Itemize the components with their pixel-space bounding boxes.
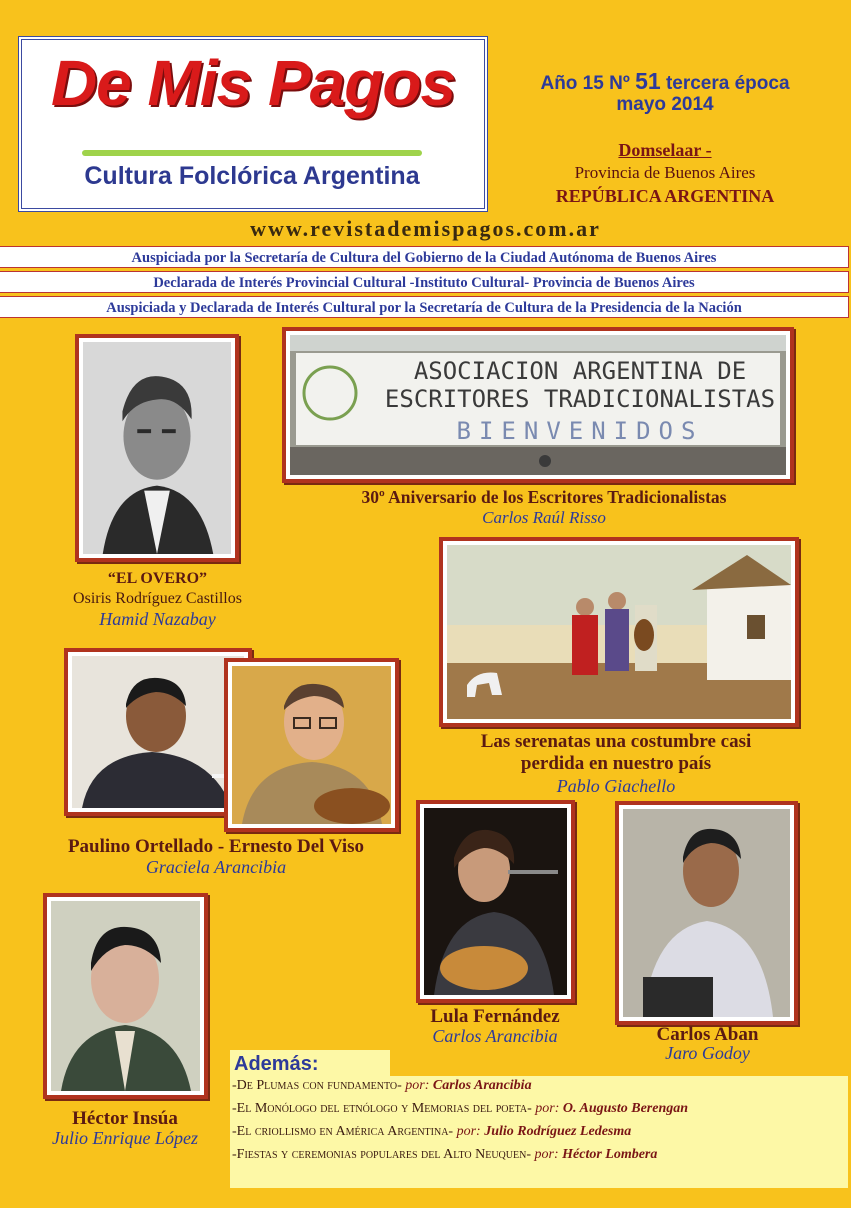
ademas-item-text: -Fiestas y ceremonias populares del Alto Neuquen- [232, 1147, 531, 1162]
ademas-item-text: -De Plumas con fundamento- [232, 1078, 402, 1093]
banner-line-1: ASOCIACION ARGENTINA DE [413, 357, 747, 385]
ademas-item-by: por: [534, 1147, 559, 1162]
serenatas-title-1: Las serenatas una costumbre casi [480, 731, 752, 752]
portrait-osiris-image [83, 342, 231, 554]
serenatas-image [447, 545, 791, 719]
ademas-item-author: Carlos Arancibia [432, 1078, 532, 1093]
portrait-paulino-image [72, 656, 244, 808]
issue-epoch: tercera época [665, 73, 790, 94]
aban-title: Carlos Aban [656, 1024, 759, 1045]
lula-title: Lula Fernández [430, 1006, 560, 1027]
sponsor-band-3: Auspiciada y Declarada de Interés Cultural por la Secretaría de Cultura de la Presidencia de la Nación [0, 296, 849, 318]
banner-line-3: BIENVENIDOS [456, 417, 704, 445]
overo-author: Hamid Nazabay [99, 609, 216, 629]
overo-title: “EL OVERO” [107, 570, 208, 587]
portrait-ernesto-image [232, 666, 391, 824]
paulino-author: Graciela Arancibia [145, 857, 287, 877]
ademas-item-by: por: [456, 1124, 481, 1139]
issue-no-label: Nº [609, 73, 630, 94]
ademas-item-author: Héctor Lombera [562, 1147, 658, 1162]
logo-subtitle: Cultura Folclórica Argentina [84, 162, 420, 190]
ademas-item [232, 1101, 688, 1117]
photo-serenatas [439, 537, 799, 727]
logo-box [18, 36, 488, 212]
issue-date: mayo 2014 [616, 94, 714, 115]
ademas-heading: Además: [230, 1050, 390, 1078]
aniversario-author: Carlos Raúl Risso [482, 508, 606, 527]
insua-title: Héctor Insúa [72, 1108, 178, 1129]
photo-ernesto [224, 658, 399, 832]
location-province: Provincia de Buenos Aires [574, 163, 756, 182]
location-country: REPÚBLICA ARGENTINA [555, 186, 775, 206]
portrait-aban-image [623, 809, 790, 1017]
ademas-item-author: Julio Rodríguez Ledesma [484, 1124, 632, 1139]
issue-year: Año 15 [540, 73, 604, 94]
photo-banner [282, 327, 794, 483]
ademas-item-by: por: [535, 1101, 560, 1116]
photo-lula [416, 800, 575, 1003]
photo-insua [43, 893, 208, 1099]
paulino-title: Paulino Ortellado - Ernesto Del Viso [67, 836, 365, 857]
overo-subject: Osiris Rodríguez Castillos [73, 590, 242, 607]
aniversario-title: 30º Aniversario de los Escritores Tradicionalistas [361, 487, 727, 507]
sponsor-band-1: Auspiciada por la Secretaría de Cultura del Gobierno de la Ciudad Autónoma de Buenos Aires [0, 246, 849, 268]
website-link[interactable]: www.revistademispagos.com.ar [250, 216, 601, 241]
logo-underline [82, 150, 422, 156]
portrait-lula-image [424, 808, 567, 995]
ademas-item [232, 1078, 532, 1094]
aban-author: Jaro Godoy [665, 1043, 750, 1063]
banner-line-2: ESCRITORES TRADICIONALISTAS [384, 385, 776, 413]
ademas-item-author: O. Augusto Berengan [562, 1101, 689, 1116]
insua-author: Julio Enrique López [52, 1128, 198, 1148]
portrait-insua-image [51, 901, 200, 1091]
ademas-item-text: -El Monólogo del etnólogo y Memorias del poeta- [232, 1101, 532, 1116]
serenatas-title-2: perdida en nuestro país [520, 753, 712, 774]
ademas-item-by: por: [405, 1078, 430, 1093]
logo-title: De Mis Pagos [50, 47, 456, 119]
photo-osiris [75, 334, 239, 562]
serenatas-author: Pablo Giachello [556, 776, 676, 796]
ademas-item-text: -El criollismo en América Argentina- [232, 1124, 454, 1139]
issue-number: 51 [635, 68, 661, 94]
ademas-item [232, 1124, 631, 1140]
sponsor-band-2: Declarada de Interés Provincial Cultural -Instituto Cultural- Provincia de Buenos Aires [0, 271, 849, 293]
lula-author: Carlos Arancibia [432, 1026, 558, 1046]
photo-aban [615, 801, 798, 1025]
ademas-item [232, 1147, 657, 1163]
location-city: Domselaar - [618, 140, 712, 160]
issue-line [500, 68, 830, 95]
